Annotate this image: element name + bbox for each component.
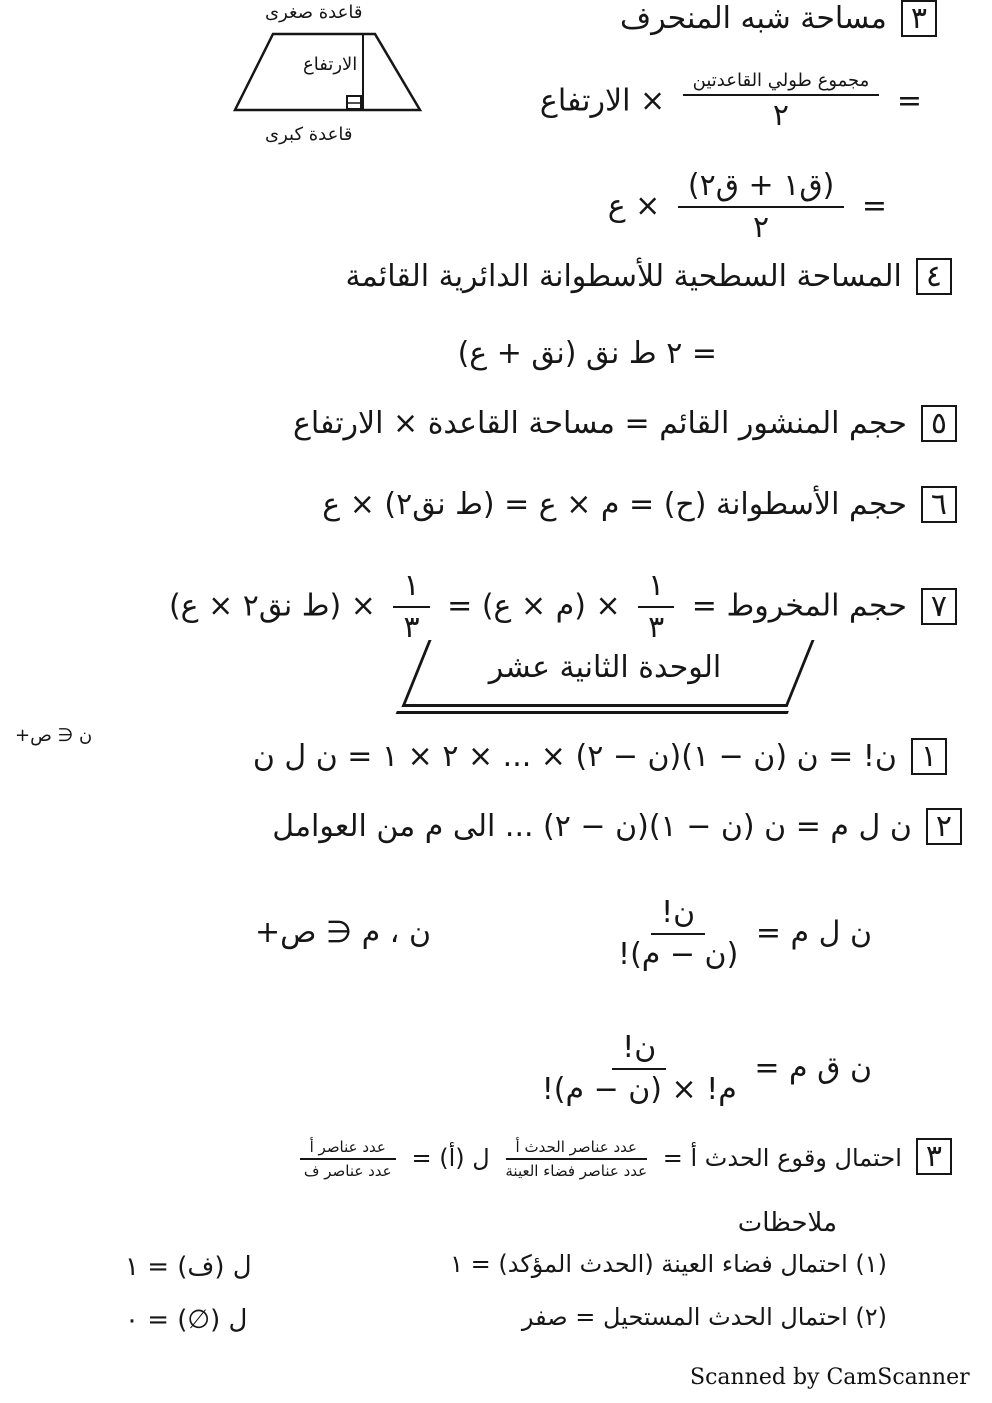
item-number: ٢	[926, 808, 962, 845]
fraction-one-third	[638, 568, 674, 646]
fraction-denominator: ٣	[648, 610, 665, 645]
fraction-numerator: مجموع طولي القاعدتين	[683, 70, 880, 96]
equals-sign: =	[896, 83, 922, 119]
item-3-formula-2	[608, 168, 887, 246]
fraction-numerator: (ق١ + ق٢)	[678, 168, 844, 208]
trapezoid-height-label: الارتفاع	[303, 54, 358, 75]
times-height: × الارتفاع	[539, 83, 666, 119]
unit-item-3-row	[292, 1138, 952, 1180]
unit-title: الوحدة الثانية عشر	[488, 650, 722, 685]
combination-lhs: ن ق م =	[754, 1050, 872, 1086]
fraction-denominator: (ن − م)!	[618, 937, 739, 972]
fraction-numerator: ١	[393, 568, 429, 608]
permutation-lhs: ن ل م =	[755, 915, 872, 951]
unit-item-1-row	[253, 738, 947, 775]
unit-item-2-condition: ن ، م ∈ ص+	[255, 915, 431, 950]
item-text: ن ل م = ن (ن − ١)(ن − ٢) ... الى م من العوامل	[272, 809, 912, 844]
unit-item-2-row	[272, 808, 962, 845]
item-title: المساحة السطحية للأسطوانة الدائرية القائمة	[345, 259, 902, 294]
equals-sign: =	[691, 588, 717, 624]
item-6-row	[322, 486, 957, 523]
note-2-result: ل (∅) = ٠	[125, 1305, 248, 1335]
times-h: × ع	[607, 188, 661, 224]
fraction-denominator: عدد عناصر فضاء العينة	[505, 1162, 648, 1180]
item-5-row	[293, 405, 957, 442]
item-number: ٣	[916, 1138, 952, 1175]
item-7-row	[169, 568, 957, 646]
trapezoid-bottom-label: قاعدة كبرى	[265, 124, 353, 145]
item-text: ن! = ن (ن − ١)(ن − ٢) × ... × ٢ × ١ = ن ل ن	[252, 739, 897, 774]
trapezoid-top-label: قاعدة صغرى	[265, 2, 363, 23]
fraction-numerator: عدد عناصر الحدث أ	[506, 1138, 647, 1160]
fraction	[505, 1138, 647, 1180]
unit-item-2-line-2	[534, 1030, 872, 1108]
note-1-result: ل (ف) = ١	[125, 1252, 252, 1282]
fraction	[683, 70, 880, 134]
formula-part-a: × (م × ع) =	[447, 588, 621, 624]
item-number: ٧	[921, 588, 957, 625]
item-4-formula: = ٢ ط نق (نق + ع)	[457, 336, 717, 371]
fraction-numerator: ن!	[651, 895, 705, 935]
fraction	[300, 1138, 396, 1180]
fraction-denominator: م! × (ن − م)!	[541, 1072, 737, 1107]
item-number: ٥	[921, 405, 957, 442]
fraction	[678, 168, 844, 246]
fraction-numerator: ١	[638, 568, 674, 608]
fraction-one-third	[393, 568, 429, 646]
notes-heading: ملاحظات	[737, 1208, 837, 1238]
item-number: ٦	[921, 486, 957, 523]
item-3-title-row	[620, 0, 937, 37]
fraction-denominator: ٢	[753, 210, 770, 245]
item-text: حجم المنشور القائم = مساحة القاعدة × الارتفاع	[292, 406, 907, 441]
fraction-numerator: ن!	[612, 1030, 666, 1070]
unit-item-2-line-1	[610, 895, 872, 973]
unit-item-1-condition: ن ∈ ص+	[15, 725, 93, 746]
formula-part-b: × (ط نق٢ × ع)	[168, 588, 376, 624]
fraction-numerator: عدد عناصر أ	[300, 1138, 396, 1160]
item-number: ٤	[916, 258, 952, 295]
item-number: ٣	[901, 0, 937, 37]
fraction-denominator: ٣	[403, 610, 420, 645]
equals-sign: =	[861, 188, 887, 224]
note-2: (٢) احتمال الحدث المستحيل = صفر	[521, 1303, 887, 1331]
item-text: حجم الأسطوانة (ح) = م × ع = (ط نق٢) × ع	[322, 487, 907, 522]
fraction	[618, 895, 738, 973]
item-text: حجم المخروط	[726, 588, 907, 624]
item-text: احتمال وقوع الحدث أ =	[662, 1144, 902, 1172]
probability-symbol: ل (أ) =	[411, 1144, 490, 1172]
item-number: ١	[911, 738, 947, 775]
item-title: مساحة شبه المنحرف	[620, 1, 887, 36]
scanner-watermark: Scanned by CamScanner	[690, 1365, 970, 1390]
fraction-denominator: ٢	[772, 97, 790, 133]
note-1: (١) احتمال فضاء العينة (الحدث المؤكد) = ١	[450, 1250, 887, 1278]
fraction	[542, 1030, 737, 1108]
item-4-title-row	[346, 258, 953, 295]
item-3-formula-1	[540, 70, 922, 134]
fraction-denominator: عدد عناصر ف	[303, 1162, 392, 1180]
